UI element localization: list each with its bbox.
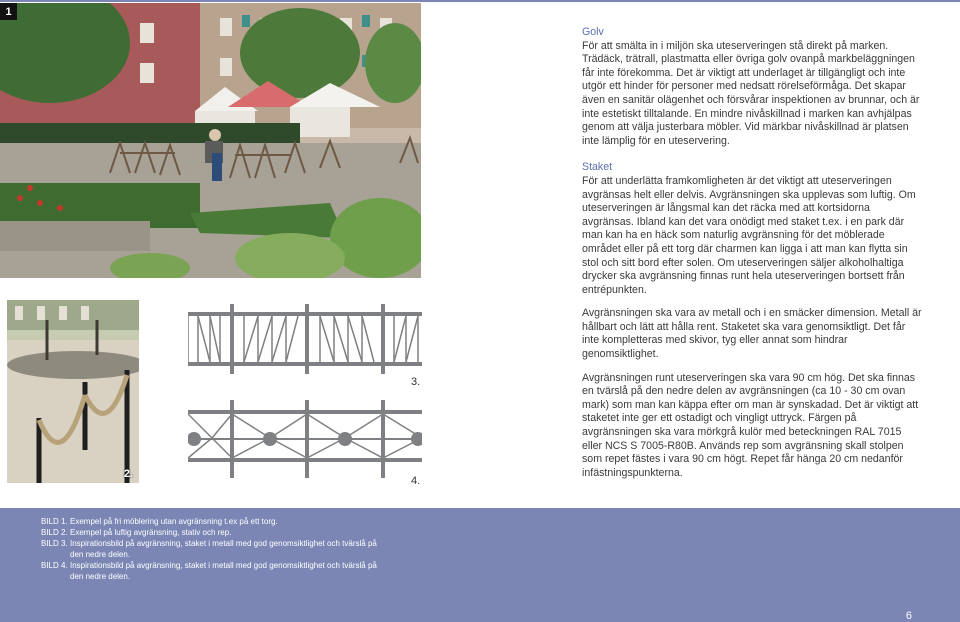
fence-drawing-3 [188,300,422,380]
caption-text: Inspirationsbild på avgränsning, staket i metall med god genomsiktlighet och tvärslå på den nedre delen. [70,561,377,581]
section-golv [582,26,922,148]
section-paragraph: För att underlätta framkomligheten är det viktigt att uteserveringen avgränsas helt eller delvis. Avgränsningen ska upplevas som luftig. Om uteserveringen är långsmal kan det räcka med att kortsidorna avgränsas. Ibland kan det vara onödigt med staket t.ex. i en park där man kan ha en häck som naturlig avgränsning för det möblerade området eller på ett torg där charmen kan ligga i att man kan flytta sin stol och sitt bord efter solen. Om uteserveringen säljer alkoholhaltiga drycker ska avgränsning finnas runt hela uteserveringen bortsett från entrépunkten. [582,174,916,296]
section-heading-staket: Staket [582,161,613,174]
caption-key: BILD 4. [41,561,68,570]
caption-text: Exempel på fri möblering utan avgränsning t.ex på ett torg. [70,517,278,526]
caption-key: BILD 2. [41,528,68,537]
caption-item [41,538,391,560]
page-number: 6 [905,610,912,622]
photo-1-number: 1 [0,3,17,20]
photo-square-cafe [0,3,421,278]
fence-drawing-4 [188,398,422,480]
caption-text: Inspirationsbild på avgränsning, staket i metall med god genomsiktlighet och tvärslå på den nedre delen. [70,539,377,559]
caption-item [41,560,391,582]
photo-rope-barrier-image [7,300,139,483]
section-paragraph: Avgränsningen runt uteserveringen ska vara 90 cm hög. Det ska finnas en tvärslå på den nedre delen av avgränsningen (ca 10 - 30 cm ovan mark) som man kan käppa efter om man är synskadad. Det är viktigt att staketet inte ger ett ostadigt och vingligt uttryck. Färgen på avgränsningen ska vara mörkgrå kulör med beteckningen RAL 7015 eller NCS S 7005-R80B. Används rep som avgränsning skall stolpen som repet fästes i vara 90 cm högt. Repet får hänga 20 cm nedanför infästningspunkterna. [582,371,919,479]
fence-drawing-4-svg [188,398,422,480]
section-staket [582,161,922,480]
caption-item [41,516,391,527]
photo-square-cafe-image [0,3,421,278]
section-paragraph: Avgränsningen ska vara av metall och i en smäcker dimension. Metall är hållbart och lätt att hålla rent. Staketet ska vara genomsiktligt. Det får inte kompletteras med skivor, tyg eller annat som hindrar genomsiktlighet. [582,307,922,361]
caption-key: BILD 1. [41,517,68,526]
caption-band [0,508,960,622]
photo-rope-barrier [7,300,139,483]
photo-2-number: 2. [123,468,133,480]
figure-3-number: 3. [411,376,421,388]
caption-text: Exempel på luftig avgränsning, stativ och rep. [70,528,232,537]
figure-4-number: 4. [411,475,421,487]
section-heading-golv: Golv [582,26,604,38]
section-paragraph: För att smälta in i miljön ska uteserveringen stå direkt på marken. Trädäck, trätrall, plastmatta eller övriga golv ovanpå markbeläggningen får inte förekomma. Det är viktigt att underlaget är tillgängligt och inte utgör ett hinder för personer med nedsatt rörelseförmåga. Det skapar även en sanitär olägenhet och försvårar inspektionen av brunnar, och är inte estetiskt tilltalande. En mindre nivåskillnad i marken kan avhjälpas genom att välja justerbara möbler. Vid märkbar nivåskillnad är platsen inte lämplig för en uteservering. [582,39,920,147]
top-rule [0,0,960,2]
caption-item [41,527,391,538]
caption-key: BILD 3. [41,539,68,548]
caption-list [41,516,391,582]
body-text-column [582,26,922,493]
fence-drawing-3-svg [188,300,422,380]
